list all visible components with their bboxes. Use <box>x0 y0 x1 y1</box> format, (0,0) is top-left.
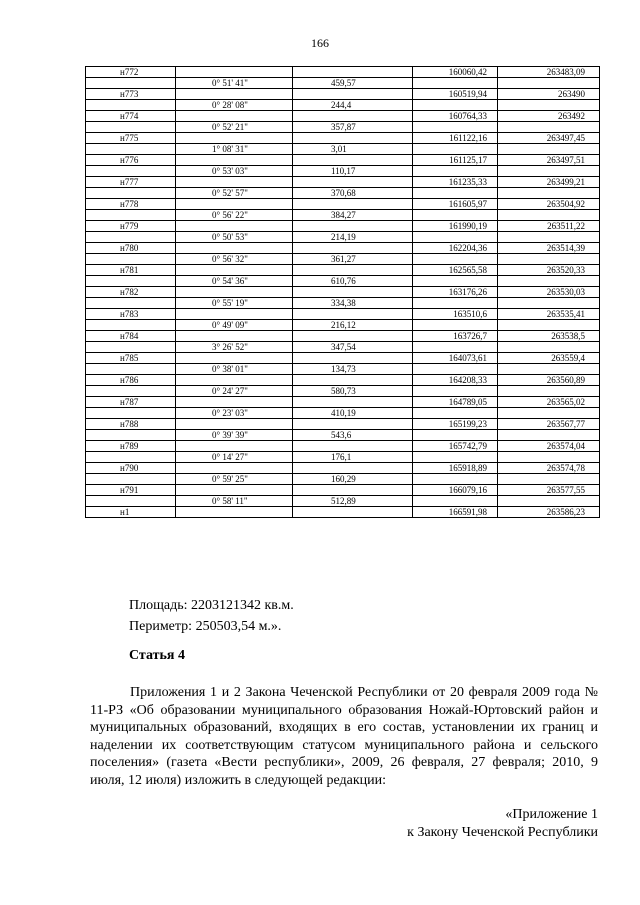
empty-cell <box>413 276 498 287</box>
empty-cell <box>293 463 413 474</box>
empty-cell <box>293 309 413 320</box>
distance-cell: 134,73 <box>293 364 413 375</box>
point-name-cell: н784 <box>86 331 176 342</box>
y-coordinate-cell: 263497,51 <box>498 155 600 166</box>
table-row-segment <box>86 342 600 353</box>
x-coordinate-cell: 161990,19 <box>413 221 498 232</box>
y-coordinate-cell: 263492 <box>498 111 600 122</box>
empty-cell <box>293 199 413 210</box>
summary <box>129 595 294 637</box>
empty-cell <box>413 298 498 309</box>
appendix-heading <box>407 806 598 842</box>
table-row-point <box>86 177 600 188</box>
table-row-segment <box>86 452 600 463</box>
empty-cell <box>293 353 413 364</box>
empty-cell <box>293 111 413 122</box>
x-coordinate-cell: 160764,33 <box>413 111 498 122</box>
table-row-segment <box>86 78 600 89</box>
table-row-point <box>86 353 600 364</box>
empty-cell <box>176 221 293 232</box>
point-name-cell: н773 <box>86 89 176 100</box>
table-row-point <box>86 507 600 518</box>
empty-cell <box>176 67 293 78</box>
direction-angle-cell: 0° 50' 53" <box>176 232 293 243</box>
empty-cell <box>293 177 413 188</box>
empty-cell <box>176 485 293 496</box>
point-name-cell: н785 <box>86 353 176 364</box>
table-row-segment <box>86 386 600 397</box>
empty-cell <box>176 397 293 408</box>
empty-cell <box>293 397 413 408</box>
table-row-point <box>86 199 600 210</box>
distance-cell: 410,19 <box>293 408 413 419</box>
appendix-title: «Приложение 1 <box>505 807 598 822</box>
table-row-segment <box>86 122 600 133</box>
empty-cell <box>293 287 413 298</box>
empty-cell <box>86 210 176 221</box>
y-coordinate-cell: 263565,02 <box>498 397 600 408</box>
table-row-point <box>86 309 600 320</box>
distance-cell: 384,27 <box>293 210 413 221</box>
empty-cell <box>86 430 176 441</box>
empty-cell <box>176 441 293 452</box>
empty-cell <box>413 364 498 375</box>
direction-angle-cell: 0° 28' 08" <box>176 100 293 111</box>
empty-cell <box>413 342 498 353</box>
x-coordinate-cell: 161605,97 <box>413 199 498 210</box>
distance-cell: 459,57 <box>293 78 413 89</box>
table-row-segment <box>86 166 600 177</box>
empty-cell <box>176 287 293 298</box>
y-coordinate-cell: 263499,21 <box>498 177 600 188</box>
point-name-cell: н787 <box>86 397 176 408</box>
point-name-cell: н791 <box>86 485 176 496</box>
point-name-cell: н781 <box>86 265 176 276</box>
table-row-segment <box>86 496 600 507</box>
point-name-cell: н776 <box>86 155 176 166</box>
empty-cell <box>498 122 600 133</box>
distance-cell: 334,38 <box>293 298 413 309</box>
distance-cell: 214,19 <box>293 232 413 243</box>
point-name-cell: н779 <box>86 221 176 232</box>
direction-angle-cell: 1° 08' 31" <box>176 144 293 155</box>
point-name-cell: н783 <box>86 309 176 320</box>
table-row-segment <box>86 276 600 287</box>
table-row-point <box>86 221 600 232</box>
table-row-point <box>86 419 600 430</box>
point-name-cell: н772 <box>86 67 176 78</box>
direction-angle-cell: 0° 58' 11" <box>176 496 293 507</box>
y-coordinate-cell: 263559,4 <box>498 353 600 364</box>
point-name-cell: н1 <box>86 507 176 518</box>
table-row-point <box>86 331 600 342</box>
empty-cell <box>498 364 600 375</box>
distance-cell: 3,01 <box>293 144 413 155</box>
empty-cell <box>293 133 413 144</box>
empty-cell <box>293 67 413 78</box>
table-row-segment <box>86 210 600 221</box>
x-coordinate-cell: 161122,16 <box>413 133 498 144</box>
empty-cell <box>498 232 600 243</box>
empty-cell <box>413 210 498 221</box>
table-row-point <box>86 155 600 166</box>
direction-angle-cell: 0° 51' 41" <box>176 78 293 89</box>
empty-cell <box>498 496 600 507</box>
distance-cell: 580,73 <box>293 386 413 397</box>
x-coordinate-cell: 164073,61 <box>413 353 498 364</box>
empty-cell <box>498 276 600 287</box>
y-coordinate-cell: 263514,39 <box>498 243 600 254</box>
direction-angle-cell: 0° 52' 57" <box>176 188 293 199</box>
y-coordinate-cell: 263538,5 <box>498 331 600 342</box>
y-coordinate-cell: 263530,03 <box>498 287 600 298</box>
table-row-segment <box>86 320 600 331</box>
empty-cell <box>498 78 600 89</box>
empty-cell <box>293 265 413 276</box>
table-row-point <box>86 89 600 100</box>
empty-cell <box>176 331 293 342</box>
distance-cell: 110,17 <box>293 166 413 177</box>
page-number: 166 <box>311 36 329 50</box>
x-coordinate-cell: 160519,94 <box>413 89 498 100</box>
distance-cell: 347,54 <box>293 342 413 353</box>
empty-cell <box>293 89 413 100</box>
empty-cell <box>176 309 293 320</box>
x-coordinate-cell: 163726,7 <box>413 331 498 342</box>
table-row-point <box>86 243 600 254</box>
y-coordinate-cell: 263511,22 <box>498 221 600 232</box>
empty-cell <box>498 408 600 419</box>
point-name-cell: н774 <box>86 111 176 122</box>
article-paragraph: Приложения 1 и 2 Закона Чеченской Республики от 20 февраля 2009 года № 11-РЗ «Об образовании муниципального образования Ножай-Юртовский район и муниципальных образований, входящих в его состав, установлении их границ и наделении их соответствующим статусом муниципального района и сельского поселения» (газета «Вести республики», 2009, 26 февраля, 27 февраля; 2010, 9 июля, 12 июля) изложить в следующей редакции: <box>90 685 598 788</box>
empty-cell <box>413 144 498 155</box>
empty-cell <box>413 78 498 89</box>
direction-angle-cell: 0° 39' 39" <box>176 430 293 441</box>
empty-cell <box>293 331 413 342</box>
table-row-point <box>86 287 600 298</box>
table-row-segment <box>86 144 600 155</box>
table-row-segment <box>86 474 600 485</box>
distance-cell: 370,68 <box>293 188 413 199</box>
table-row-point <box>86 463 600 474</box>
distance-cell: 244,4 <box>293 100 413 111</box>
direction-angle-cell: 0° 38' 01" <box>176 364 293 375</box>
y-coordinate-cell: 263586,23 <box>498 507 600 518</box>
empty-cell <box>86 364 176 375</box>
direction-angle-cell: 0° 14' 27" <box>176 452 293 463</box>
x-coordinate-cell: 162204,36 <box>413 243 498 254</box>
point-name-cell: н778 <box>86 199 176 210</box>
x-coordinate-cell: 161125,17 <box>413 155 498 166</box>
direction-angle-cell: 0° 49' 09" <box>176 320 293 331</box>
empty-cell <box>498 210 600 221</box>
empty-cell <box>413 386 498 397</box>
table-row-segment <box>86 298 600 309</box>
empty-cell <box>86 408 176 419</box>
empty-cell <box>293 441 413 452</box>
table-row-point <box>86 397 600 408</box>
area-text: Площадь: 2203121342 кв.м. <box>129 598 294 613</box>
x-coordinate-cell: 164789,05 <box>413 397 498 408</box>
distance-cell: 543,6 <box>293 430 413 441</box>
empty-cell <box>176 111 293 122</box>
empty-cell <box>86 474 176 485</box>
empty-cell <box>413 166 498 177</box>
empty-cell <box>176 155 293 166</box>
empty-cell <box>86 100 176 111</box>
empty-cell <box>413 320 498 331</box>
empty-cell <box>293 507 413 518</box>
table-row-point <box>86 111 600 122</box>
distance-cell: 216,12 <box>293 320 413 331</box>
x-coordinate-cell: 164208,33 <box>413 375 498 386</box>
x-coordinate-cell: 162565,58 <box>413 265 498 276</box>
empty-cell <box>498 452 600 463</box>
direction-angle-cell: 3° 26' 52" <box>176 342 293 353</box>
empty-cell <box>498 100 600 111</box>
x-coordinate-cell: 161235,33 <box>413 177 498 188</box>
x-coordinate-cell: 165918,89 <box>413 463 498 474</box>
empty-cell <box>413 430 498 441</box>
empty-cell <box>176 177 293 188</box>
point-name-cell: н782 <box>86 287 176 298</box>
empty-cell <box>176 375 293 386</box>
table-row-point <box>86 67 600 78</box>
empty-cell <box>498 188 600 199</box>
empty-cell <box>498 320 600 331</box>
table-row-segment <box>86 430 600 441</box>
empty-cell <box>293 155 413 166</box>
table-row-segment <box>86 364 600 375</box>
x-coordinate-cell: 165742,79 <box>413 441 498 452</box>
direction-angle-cell: 0° 56' 22" <box>176 210 293 221</box>
x-coordinate-cell: 166079,16 <box>413 485 498 496</box>
empty-cell <box>413 232 498 243</box>
direction-angle-cell: 0° 53' 03" <box>176 166 293 177</box>
point-name-cell: н790 <box>86 463 176 474</box>
direction-angle-cell: 0° 54' 36" <box>176 276 293 287</box>
empty-cell <box>498 474 600 485</box>
empty-cell <box>176 265 293 276</box>
distance-cell: 512,89 <box>293 496 413 507</box>
empty-cell <box>86 122 176 133</box>
y-coordinate-cell: 263574,78 <box>498 463 600 474</box>
x-coordinate-cell: 166591,98 <box>413 507 498 518</box>
table-row-segment <box>86 188 600 199</box>
point-name-cell: н775 <box>86 133 176 144</box>
empty-cell <box>176 89 293 100</box>
distance-cell: 610,76 <box>293 276 413 287</box>
y-coordinate-cell: 263577,55 <box>498 485 600 496</box>
empty-cell <box>176 199 293 210</box>
empty-cell <box>413 408 498 419</box>
y-coordinate-cell: 263535,41 <box>498 309 600 320</box>
x-coordinate-cell: 160060,42 <box>413 67 498 78</box>
distance-cell: 361,27 <box>293 254 413 265</box>
empty-cell <box>86 386 176 397</box>
empty-cell <box>293 419 413 430</box>
empty-cell <box>413 474 498 485</box>
empty-cell <box>86 496 176 507</box>
direction-angle-cell: 0° 56' 32" <box>176 254 293 265</box>
empty-cell <box>86 166 176 177</box>
table-row-segment <box>86 100 600 111</box>
direction-angle-cell: 0° 52' 21" <box>176 122 293 133</box>
empty-cell <box>293 221 413 232</box>
y-coordinate-cell: 263504,92 <box>498 199 600 210</box>
distance-cell: 357,87 <box>293 122 413 133</box>
direction-angle-cell: 0° 24' 27" <box>176 386 293 397</box>
empty-cell <box>176 507 293 518</box>
empty-cell <box>413 496 498 507</box>
direction-angle-cell: 0° 23' 03" <box>176 408 293 419</box>
empty-cell <box>86 144 176 155</box>
point-name-cell: н788 <box>86 419 176 430</box>
empty-cell <box>498 254 600 265</box>
table-row-segment <box>86 254 600 265</box>
empty-cell <box>86 298 176 309</box>
point-name-cell: н780 <box>86 243 176 254</box>
table-row-point <box>86 485 600 496</box>
empty-cell <box>413 100 498 111</box>
table-row-segment <box>86 232 600 243</box>
distance-cell: 160,29 <box>293 474 413 485</box>
table-row-point <box>86 375 600 386</box>
empty-cell <box>498 298 600 309</box>
y-coordinate-cell: 263574,04 <box>498 441 600 452</box>
empty-cell <box>176 133 293 144</box>
empty-cell <box>498 430 600 441</box>
direction-angle-cell: 0° 59' 25" <box>176 474 293 485</box>
y-coordinate-cell: 263560,89 <box>498 375 600 386</box>
x-coordinate-cell: 163510,6 <box>413 309 498 320</box>
empty-cell <box>293 375 413 386</box>
empty-cell <box>86 78 176 89</box>
point-name-cell: н789 <box>86 441 176 452</box>
appendix-subtitle: к Закону Чеченской Республики <box>407 825 598 840</box>
distance-cell: 176,1 <box>293 452 413 463</box>
empty-cell <box>176 353 293 364</box>
empty-cell <box>498 386 600 397</box>
empty-cell <box>86 320 176 331</box>
empty-cell <box>86 342 176 353</box>
article-heading: Статья 4 <box>129 648 185 663</box>
table-row-segment <box>86 408 600 419</box>
empty-cell <box>86 452 176 463</box>
empty-cell <box>413 254 498 265</box>
empty-cell <box>176 243 293 254</box>
coordinates-table <box>85 66 600 518</box>
point-name-cell: н786 <box>86 375 176 386</box>
empty-cell <box>86 254 176 265</box>
y-coordinate-cell: 263490 <box>498 89 600 100</box>
empty-cell <box>498 144 600 155</box>
y-coordinate-cell: 263497,45 <box>498 133 600 144</box>
empty-cell <box>86 276 176 287</box>
table-row-point <box>86 133 600 144</box>
empty-cell <box>413 122 498 133</box>
y-coordinate-cell: 263483,09 <box>498 67 600 78</box>
table-row-point <box>86 265 600 276</box>
x-coordinate-cell: 165199,23 <box>413 419 498 430</box>
empty-cell <box>413 188 498 199</box>
empty-cell <box>293 485 413 496</box>
x-coordinate-cell: 163176,26 <box>413 287 498 298</box>
y-coordinate-cell: 263567,77 <box>498 419 600 430</box>
table-row-point <box>86 441 600 452</box>
point-name-cell: н777 <box>86 177 176 188</box>
empty-cell <box>86 188 176 199</box>
empty-cell <box>176 419 293 430</box>
empty-cell <box>293 243 413 254</box>
empty-cell <box>176 463 293 474</box>
empty-cell <box>413 452 498 463</box>
empty-cell <box>498 342 600 353</box>
direction-angle-cell: 0° 55' 19" <box>176 298 293 309</box>
empty-cell <box>86 232 176 243</box>
y-coordinate-cell: 263520,33 <box>498 265 600 276</box>
empty-cell <box>498 166 600 177</box>
perimeter-text: Периметр: 250503,54 м.». <box>129 619 282 634</box>
